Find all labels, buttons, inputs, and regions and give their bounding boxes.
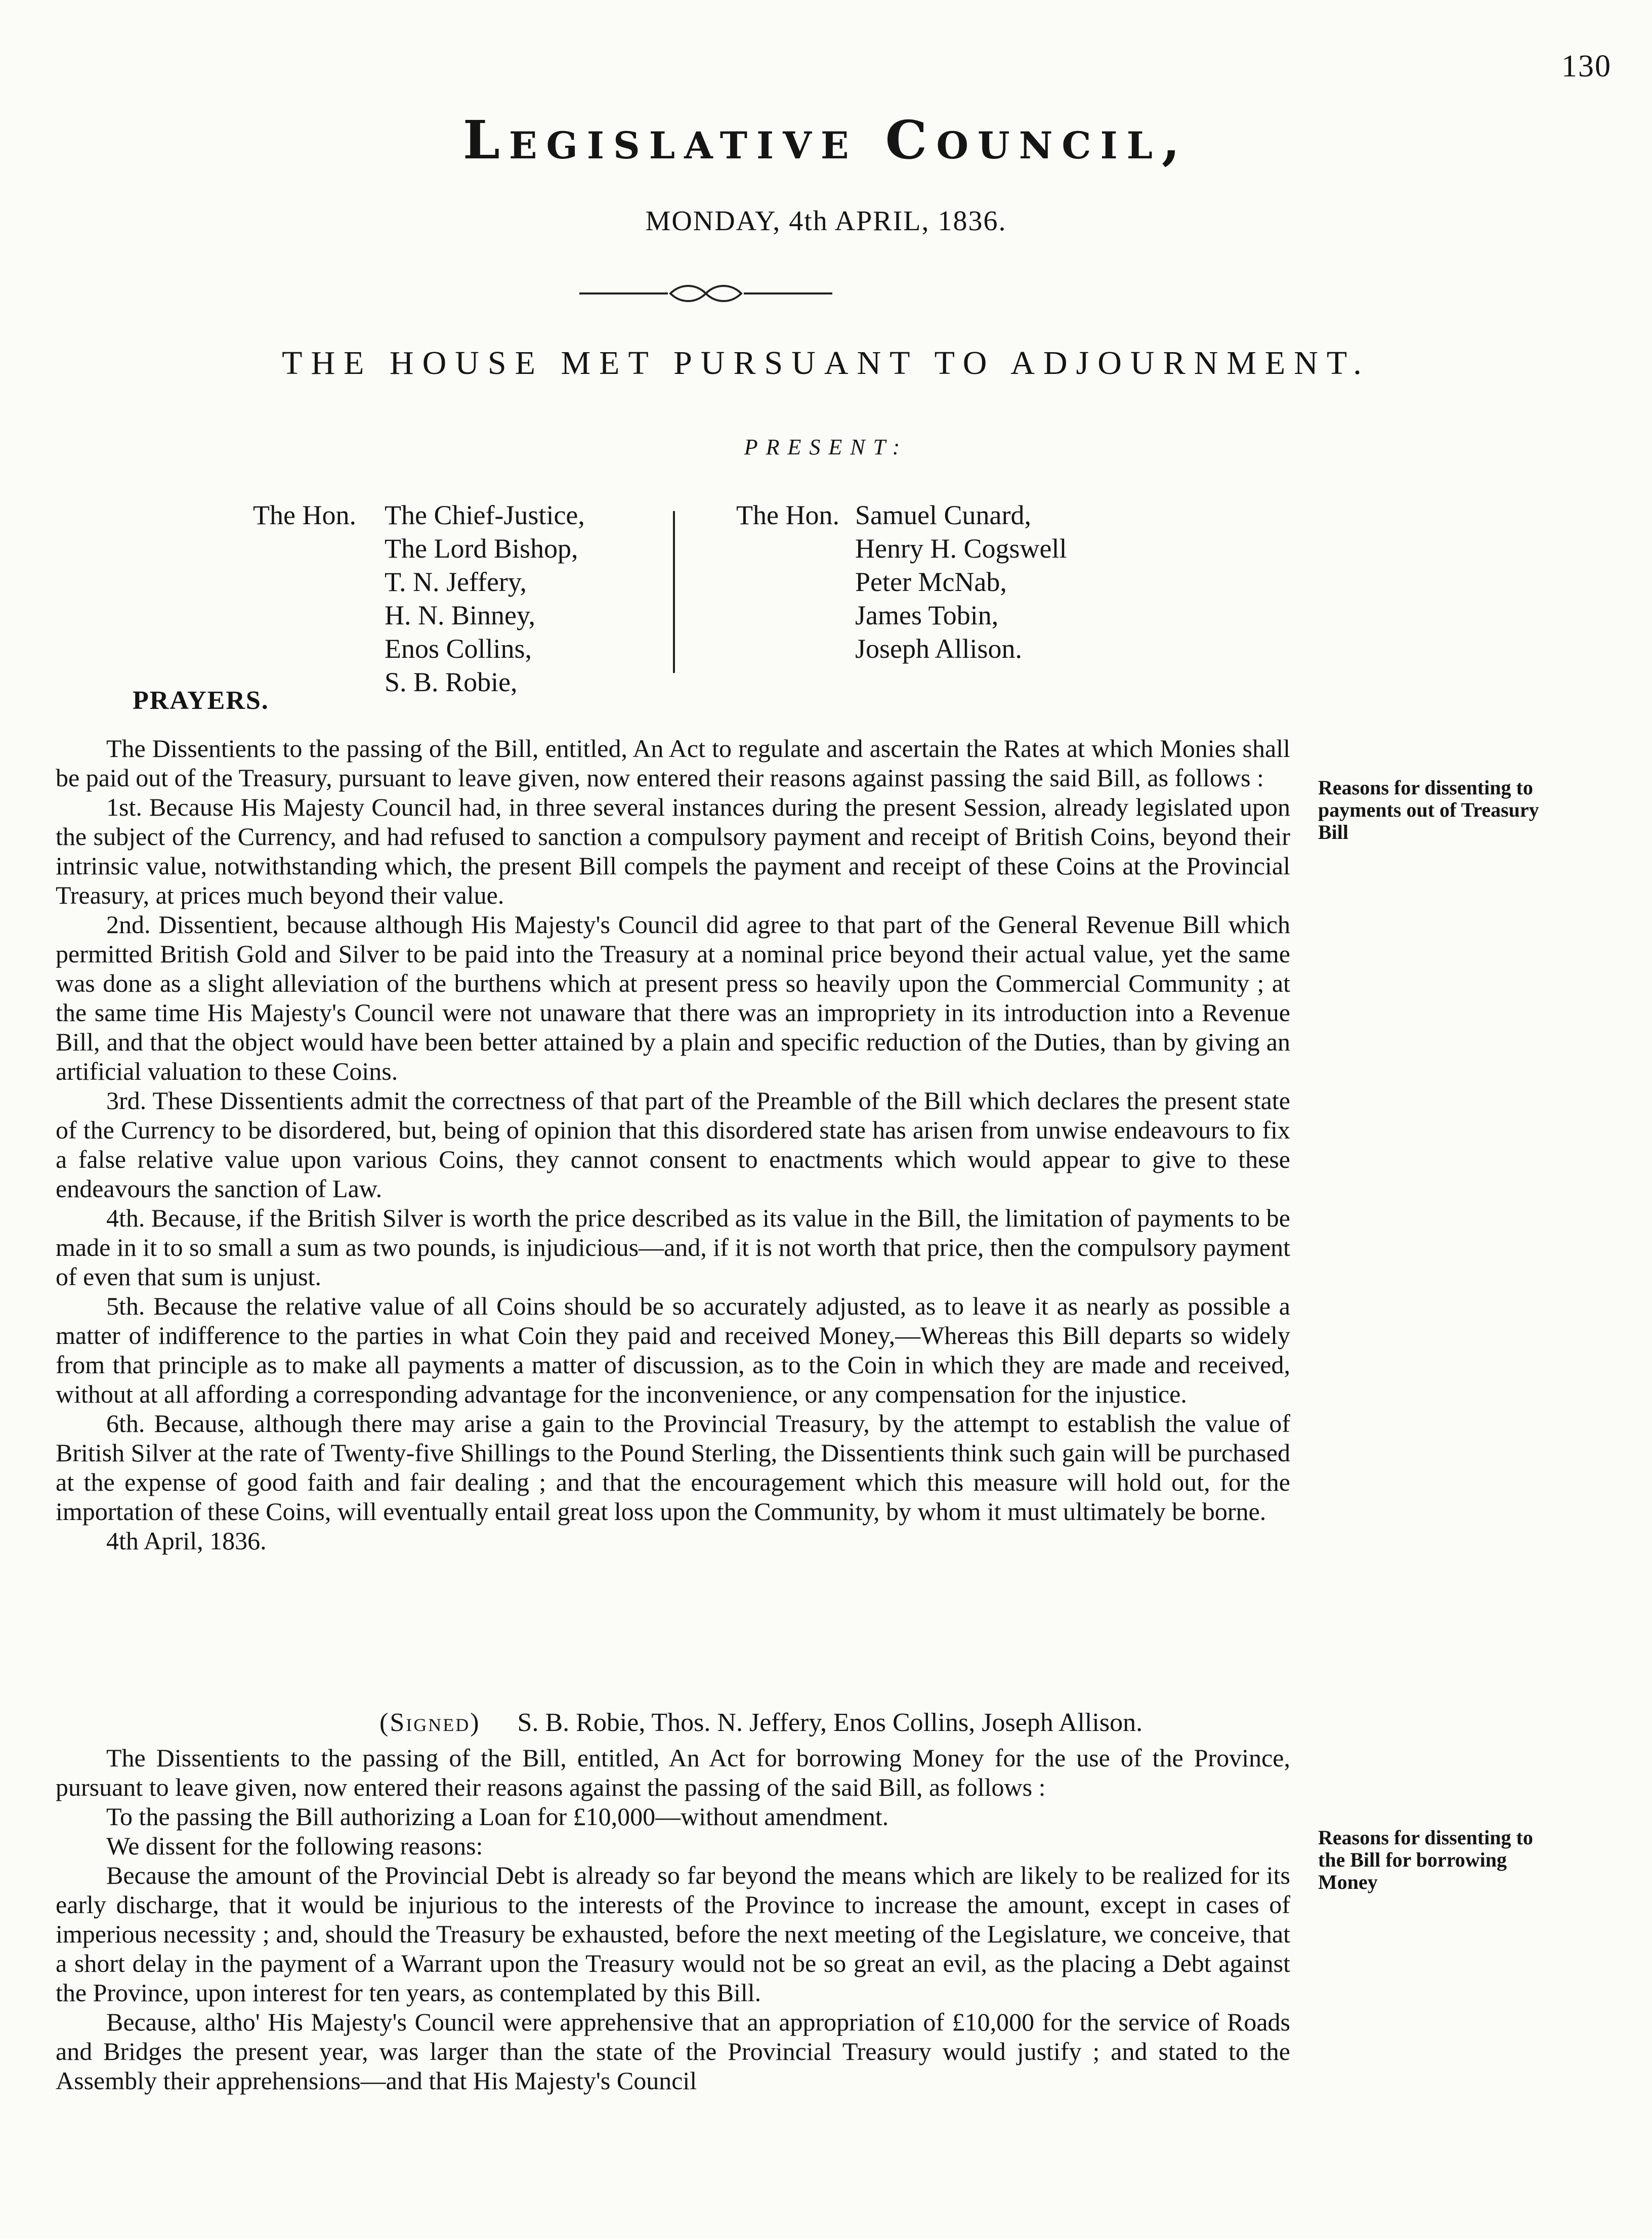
prayers-heading: PRAYERS. bbox=[133, 686, 269, 715]
column-divider bbox=[673, 511, 675, 673]
member-name: S. B. Robie, bbox=[385, 667, 518, 697]
signed-label: (Signed) bbox=[379, 1708, 481, 1737]
house-met-heading: THE HOUSE MET PURSUANT TO ADJOURNMENT. bbox=[282, 345, 1370, 382]
dissent-paragraph: 6th. Because, although there may arise a gain to the Provincial Treasury, by the attempt to establish the value of British Silver at the rate of Twenty-five Shillings to the Pound Sterling, the Dissentients think such gain will be purchased at the expense of good faith and fair dealing ; and that the encouragement which this measure will hold out, for the importation of these Coins, will eventually entail great loss upon the Community, by whom it must ultimately be borne. bbox=[56, 1409, 1290, 1526]
dissent-intro: The Dissentients to the passing of the Bill, entitled, An Act for borrowing Money for the use of the Province, pursuant to leave given, now entered their reasons against the passing of the said Bill, as follows : bbox=[56, 1744, 1290, 1801]
dissent-paragraph: 4th. Because, if the British Silver is worth the price described as its value in the Bill, the limitation of payments to be made in it to so small a sum as two pounds, is injudicious—and, if it is not worth that price, then the compulsory payment of even that sum is unjust. bbox=[56, 1204, 1290, 1291]
member-name: The Chief-Justice, bbox=[385, 500, 585, 530]
dissent-paragraph: The Dissentients to the passing of the Bill, entitled, An Act to regulate and ascertain the Rates at which Monies shall be paid out of the Treasury, pursuant to leave given, now entered their reasons against passing the said Bill, as follows : bbox=[56, 734, 1290, 792]
member-name: The Lord Bishop, bbox=[385, 533, 578, 564]
hon-prefix: The Hon. bbox=[736, 500, 839, 530]
dissent-paragraph: Because, altho' His Majesty's Council were apprehensive that an appropriation of £10,000 for the service of Roads and Bridges the present year, was larger than the state of the Provincial Treasury would justify ; and stated to the Assembly their apprehensions—and that His Majesty's Council bbox=[56, 2008, 1290, 2095]
dissent-line: To the passing the Bill authorizing a Loan for £10,000—without amendment. bbox=[106, 1802, 889, 1831]
page-title: Legislative Council, bbox=[462, 109, 1190, 171]
member-name: T. N. Jeffery, bbox=[385, 567, 527, 597]
dissent-currency-block bbox=[56, 734, 1290, 1555]
signatories: S. B. Robie, Thos. N. Jeffery, Enos Collins, Joseph Allison. bbox=[517, 1708, 1143, 1737]
signature-line bbox=[379, 1708, 1142, 1738]
dissent-paragraph: 2nd. Dissentient, because although His Majesty's Council did agree to that part of the General Revenue Bill which permitted British Gold and Silver to be paid into the Treasury at a nominal price beyond their actual value, yet the same was done as a slight alleviation of the burthens which at present press so heavily upon the Commercial Community ; at the same time His Majesty's Council were not unaware that there was an impropriety in its introduction into a Revenue Bill, and that the object would have been better attained by a plain and specific reduction of the Duties, than by giving an artificial valuation to these Coins. bbox=[56, 910, 1290, 1085]
member-name: Henry H. Cogswell bbox=[855, 533, 1067, 564]
members-right-list bbox=[855, 498, 1067, 665]
member-name: H. N. Binney, bbox=[385, 600, 535, 630]
page-number: 130 bbox=[1561, 49, 1612, 83]
dissent-line: We dissent for the following reasons: bbox=[106, 1832, 483, 1860]
members-left-list bbox=[385, 498, 585, 699]
member-name: Peter McNab, bbox=[855, 567, 1007, 597]
present-label: PRESENT: bbox=[744, 435, 908, 459]
dissent-paragraph: 1st. Because His Majesty Council had, in three several instances during the present Session, already legislated upon the subject of the Currency, and had refused to sanction a compulsory payment and receipt of British Coins, beyond their intrinsic value, notwithstanding which, the present Bill compels the payment and receipt of these Coins at the Provincial Treasury, at prices much beyond their value. bbox=[56, 793, 1290, 909]
dissent-loan-block bbox=[56, 1743, 1290, 2095]
member-name: Enos Collins, bbox=[385, 633, 532, 664]
session-date: MONDAY, 4th APRIL, 1836. bbox=[645, 205, 1007, 237]
ornament-divider bbox=[579, 281, 832, 306]
dissent-paragraph: Because the amount of the Provincial Debt is already so far beyond the means which are likely to be realized for its early discharge, that it would be injurious to the interests of the Province to increase the amount, except in cases of imperious necessity ; and, should the Treasury be exhausted, before the next meeting of the Legislature, we conceive, that a short delay in the payment of a Warrant upon the Treasury would not be so great an evil, as the placing a Debt against the Province, upon interest for ten years, as contemplated by this Bill. bbox=[56, 1861, 1290, 2007]
member-name: James Tobin, bbox=[855, 600, 999, 630]
member-name: Samuel Cunard, bbox=[855, 500, 1031, 530]
dissent-paragraph: 5th. Because the relative value of all Coins should be so accurately adjusted, as to leave it as nearly as possible a matter of indifference to the parties in what Coin they paid and received Money,—Whereas this Bill departs so widely from that principle as to make all payments a matter of discussion, as to the Coin in which they are made and received, without at all affording a corresponding advantage for the inconvenience, or any compensation for the injustice. bbox=[56, 1292, 1290, 1408]
margin-note-loan: Reasons for dissenting to the Bill for borrowing Money bbox=[1318, 1826, 1533, 1893]
dissent-date-line: 4th April, 1836. bbox=[106, 1527, 267, 1555]
hon-prefix: The Hon. bbox=[253, 500, 356, 530]
margin-note-treasury: Reasons for dissenting to payments out of Treasury Bill bbox=[1318, 776, 1539, 843]
dissent-paragraph: 3rd. These Dissentients admit the correctness of that part of the Preamble of the Bill which declares the present state of the Currency to be disordered, but, being of opinion that this disordered state has arisen from unwise endeavours to fix a false relative value upon various Coins, they cannot consent to enactments which would appear to give to these endeavours the sanction of Law. bbox=[56, 1086, 1290, 1203]
member-name: Joseph Allison. bbox=[855, 633, 1023, 664]
